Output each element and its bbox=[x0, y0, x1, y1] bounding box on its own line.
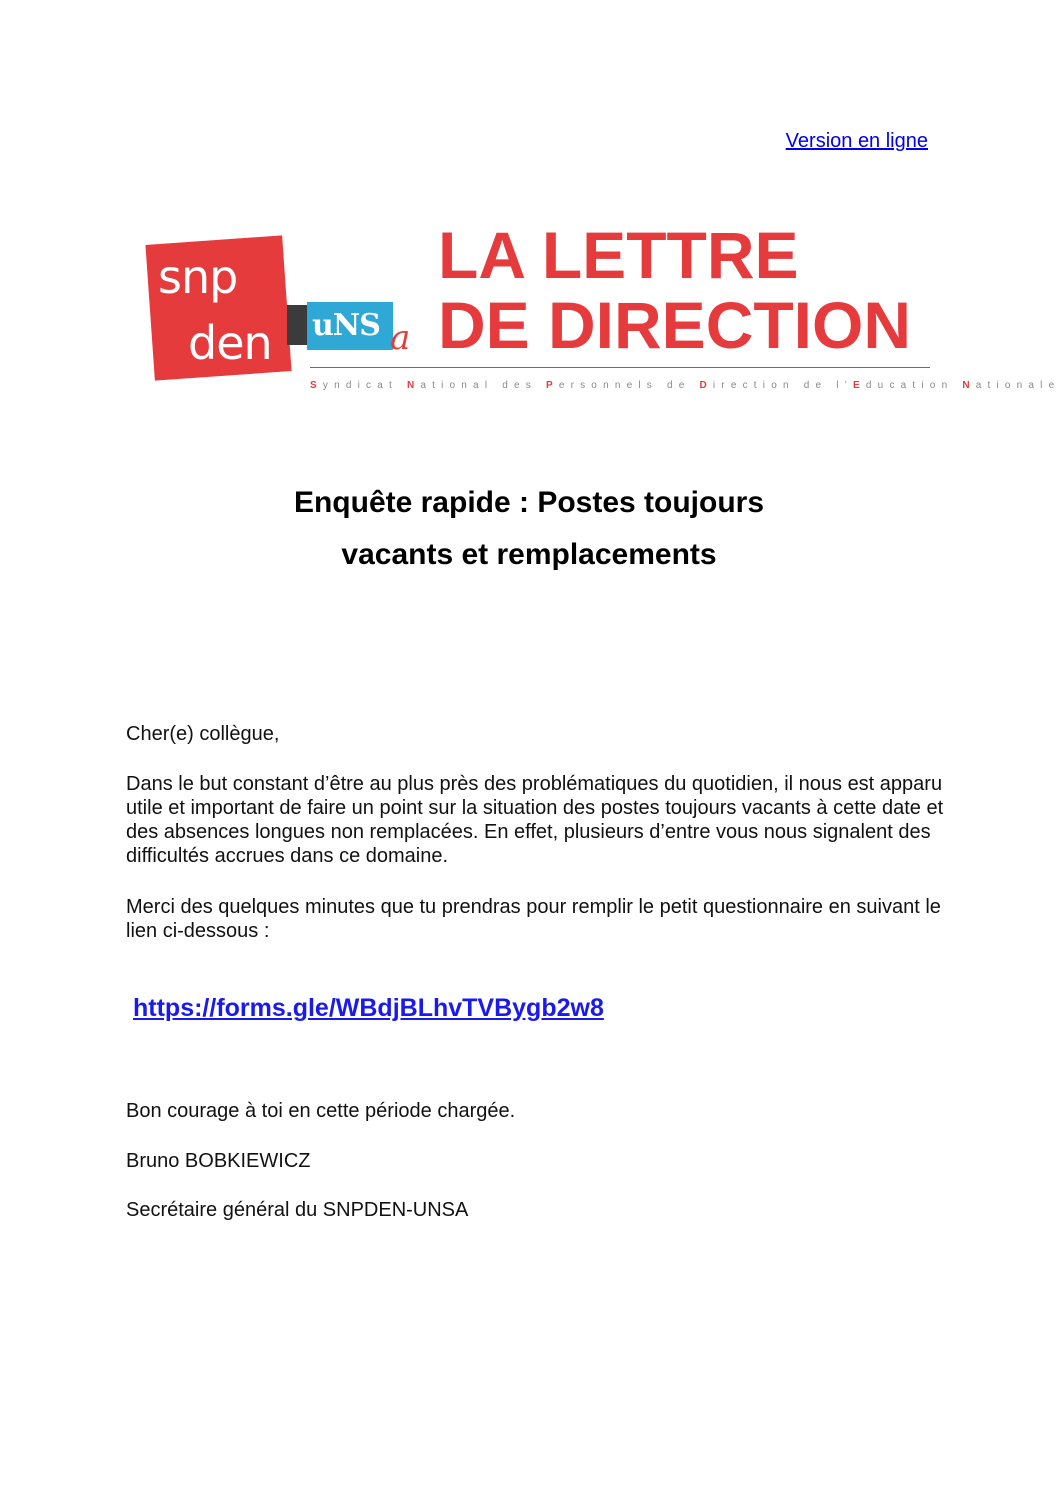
subtitle-initial: D bbox=[699, 380, 713, 391]
subtitle-initial: N bbox=[406, 380, 421, 391]
masthead-subtitle bbox=[310, 380, 1060, 391]
subtitle-text: irection de l’ bbox=[712, 380, 854, 391]
greeting: Cher(e) collègue, bbox=[126, 723, 280, 745]
subtitle-initial: P bbox=[545, 380, 559, 391]
survey-form-link[interactable]: https://forms.gle/WBdjBLhvTVBygb2w8 bbox=[133, 994, 604, 1022]
subtitle-text: ersonnels de bbox=[558, 380, 700, 391]
paragraph-request: Merci des quelques minutes que tu prendras pour remplir le petit questionnaire en suivant le lien ci-dessous : bbox=[126, 896, 941, 942]
online-version-link[interactable]: Version en ligne bbox=[785, 130, 928, 152]
logo-text-snp: snp bbox=[158, 250, 238, 304]
logo-dark-bar bbox=[287, 305, 307, 345]
subtitle-text: ducation bbox=[865, 380, 963, 391]
subtitle-initial: N bbox=[962, 380, 976, 391]
signature-name: Bruno BOBKIEWICZ bbox=[126, 1150, 311, 1172]
logo-text-den: den bbox=[188, 316, 272, 370]
article-title-line1: Enquête rapide : Postes toujours bbox=[293, 486, 765, 519]
masthead-title-line2: DE DIRECTION bbox=[438, 288, 912, 362]
subtitle-text: ational des bbox=[420, 380, 546, 391]
subtitle-text: yndicat bbox=[322, 380, 407, 391]
subtitle-initial: E bbox=[853, 380, 866, 391]
subtitle-initial: S bbox=[310, 380, 323, 391]
subtitle-text: ationale bbox=[975, 380, 1060, 391]
signature-title: Secrétaire général du SNPDEN-UNSA bbox=[126, 1199, 469, 1221]
logo-text-unsa: uNS bbox=[312, 308, 380, 343]
masthead-title-line1: LA LETTRE bbox=[438, 218, 799, 292]
article-title-line2: vacants et remplacements bbox=[341, 538, 717, 571]
masthead-divider bbox=[310, 367, 930, 368]
closing-line: Bon courage à toi en cette période chargée. bbox=[126, 1100, 516, 1122]
logo-text-a: a bbox=[390, 318, 411, 358]
paragraph-context: Dans le but constant d’être au plus près des problématiques du quotidien, il nous est apparu utile et important de faire un point sur la situation des postes toujours vacants à cette date et des absences longues non remplacées. En effet, plusieurs d’entre vous nous signalent des difficultés accrues dans ce domaine. bbox=[126, 773, 944, 867]
